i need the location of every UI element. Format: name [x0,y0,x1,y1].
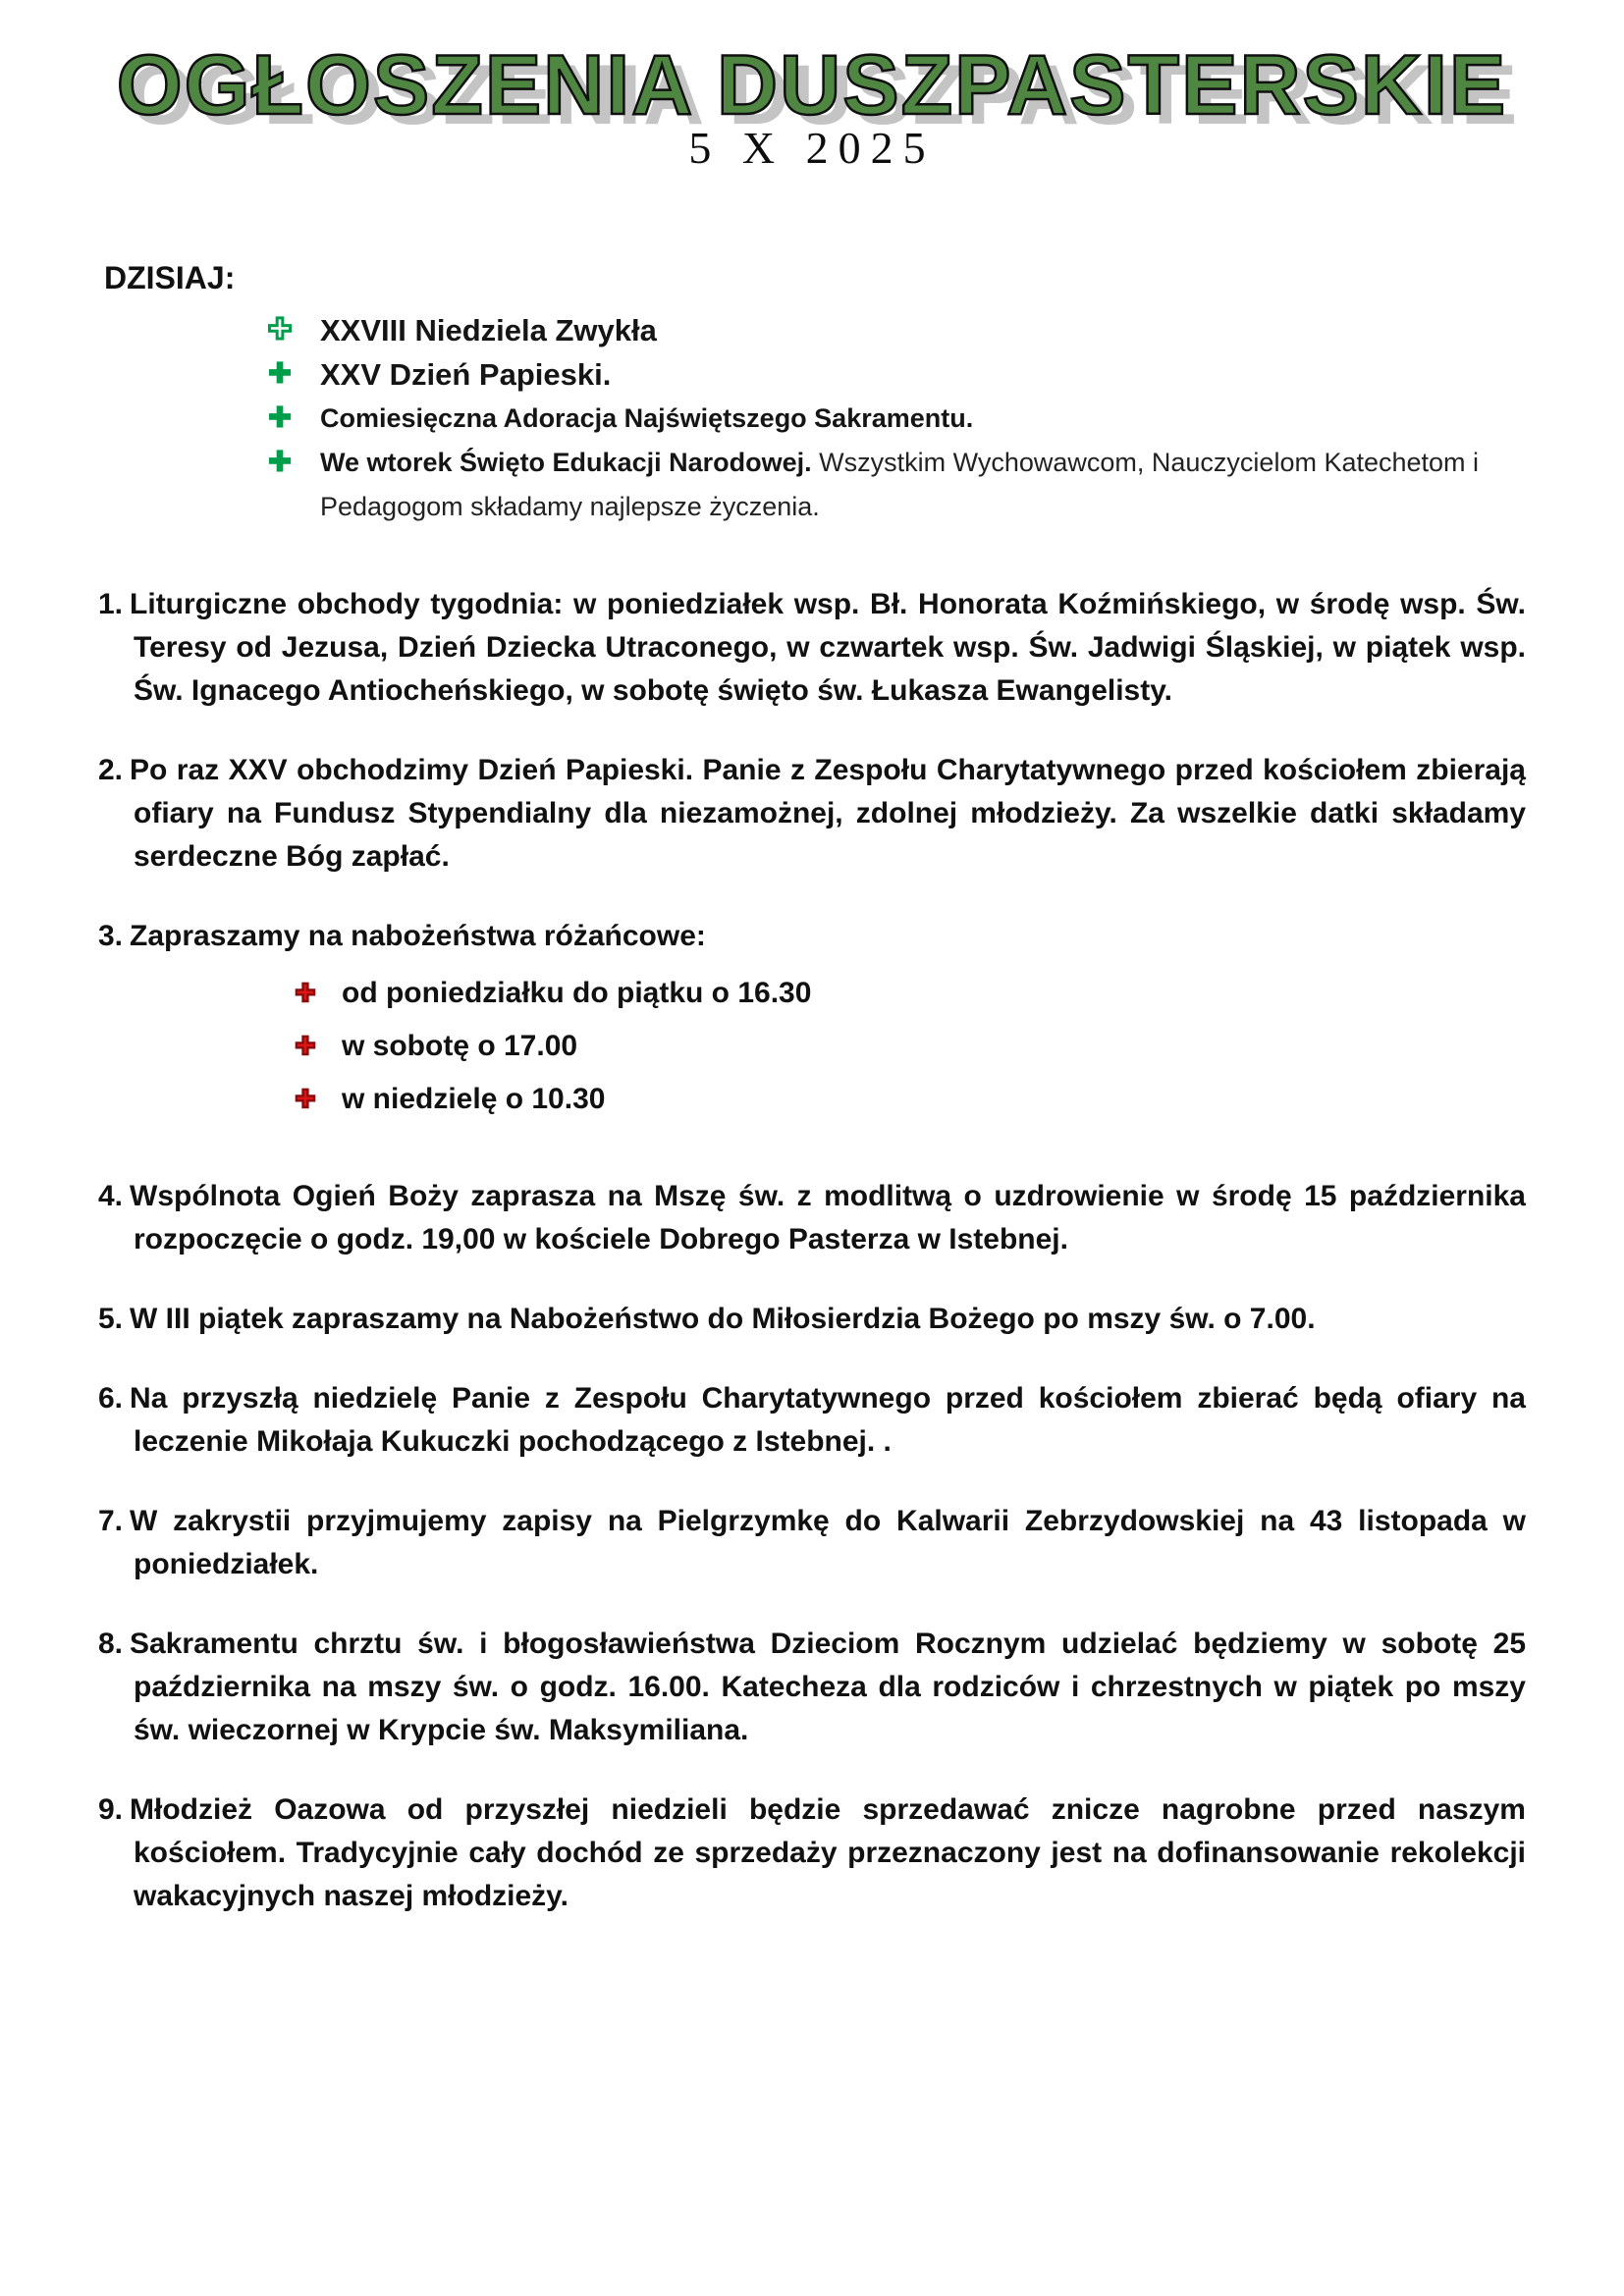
announcement-text: Zapraszamy na nabożeństwa różańcowe: [130,920,706,953]
announcement-item-1 [98,583,1526,713]
rosary-subitem-text: od poniedziałku do piątku o 16.30 [342,977,812,1010]
announcement-number: 1. [98,588,124,621]
announcement-item-8 [98,1623,1526,1752]
rosary-subitem [291,1078,1526,1121]
today-item [263,352,1526,397]
green-cross-outline-icon: ✚ [267,314,293,347]
today-heading: DZISIAJ: [104,260,236,296]
rosary-subitem [291,1025,1526,1068]
today-item-text: XXV Dzień Papieski. [320,357,612,393]
announcement-item-3 [98,915,1526,1121]
page-title: OGŁOSZENIA DUSZPASTERSKIE [116,38,1508,133]
announcement-number: 6. [98,1382,124,1415]
rosary-subitem [291,972,1526,1015]
today-item-text: XXVIII Niedziela Zwykła [320,313,657,348]
today-item [263,308,1526,352]
announcement-text: Sakramentu chrztu św. i błogosławieństwa Dzieciom Rocznym udzielać będziemy w sobotę 25 października na mszy św. o godz. 16.00. Katecheza dla rodziców i chrzestnych w piątek po mszy św. wieczornej w Krypcie św. Maksymiliana. [130,1628,1526,1747]
announcement-number: 3. [98,920,124,953]
announcement-text: Na przyszłą niedzielę Panie z Zespołu Charytatywnego przed kościołem zbierać będą ofiary na leczenie Mikołaja Kukuczki pochodzącego z Istebnej. . [130,1382,1526,1459]
announcement-item-7 [98,1500,1526,1586]
page-header [0,0,1624,174]
green-cross-icon: ✚ [267,402,293,435]
red-cross-icon: ✚ [295,980,316,1008]
page-content [0,260,1624,1918]
announcement-text: Po raz XXV obchodzimy Dzień Papieski. Panie z Zespołu Charytatywnego przed kościołem zbierają ofiary na Fundusz Stypendialny dla niezamożnej, zdolnej młodzieży. Za wszelkie datki składamy serdeczne Bóg zapłać. [130,754,1526,874]
page-date: 5 X 2025 [688,123,936,174]
rosary-sublist [291,972,1526,1121]
announcement-text: W zakrystii przyjmujemy zapisy na Pielgrzymkę do Kalwarii Zebrzydowskiej na 43 listopada w poniedziałek. [130,1505,1526,1581]
green-cross-icon: ✚ [267,358,293,391]
rosary-subitem-text: w sobotę o 17.00 [342,1030,578,1063]
announcement-list [98,583,1526,1918]
today-item-text: We wtorek Święto Edukacji Narodowej. Wszystkim Wychowawcom, Nauczycielom Katechetom i Pedagogom składamy najlepsze życzenia. [320,448,1480,522]
today-item-text: Comiesięczna Adoracja Najświętszego Sakramentu. [320,403,974,434]
red-cross-icon: ✚ [295,1086,316,1114]
announcement-number: 9. [98,1793,124,1827]
announcement-text: Wspólnota Ogień Boży zaprasza na Mszę św. z modlitwą o uzdrowienie w środę 15 października rozpoczęcie o godz. 19,00 w kościele Dobrego Pasterza w Istebnej. [130,1180,1526,1256]
announcement-number: 7. [98,1505,124,1538]
announcement-item-9 [98,1789,1526,1918]
announcement-number: 4. [98,1180,124,1213]
announcement-item-2 [98,749,1526,879]
announcement-item-4 [98,1175,1526,1261]
today-list [263,308,1526,529]
announcement-number: 2. [98,754,124,787]
red-cross-icon: ✚ [295,1033,316,1061]
green-cross-icon: ✚ [267,447,293,479]
announcement-item-5 [98,1298,1526,1341]
announcement-number: 5. [98,1303,124,1336]
announcement-text: W III piątek zapraszamy na Nabożeństwo do Miłosierdzia Bożego po mszy św. o 7.00. [130,1303,1316,1336]
announcement-text: Liturgiczne obchody tygodnia: w poniedziałek wsp. Bł. Honorata Koźmińskiego, w środę wsp. Św. Teresy od Jezusa, Dzień Dziecka Utraconego, w czwartek wsp. Św. Jadwigi Śląskiej, w piątek wsp. Św. Ignacego Antiocheńskiego, w sobotę święto św. Łukasza Ewangelisty. [130,588,1526,708]
today-item [263,397,1526,441]
announcement-number: 8. [98,1628,124,1661]
announcement-item-6 [98,1377,1526,1464]
rosary-subitem-text: w niedzielę o 10.30 [342,1083,606,1116]
today-item [263,441,1526,529]
announcement-text: Młodzież Oazowa od przyszłej niedzieli będzie sprzedawać znicze nagrobne przed naszym kościołem. Tradycyjnie cały dochód ze sprzedaży przeznaczony jest na dofinansowanie rekolekcji wakacyjnych naszej młodzieży. [130,1793,1526,1913]
